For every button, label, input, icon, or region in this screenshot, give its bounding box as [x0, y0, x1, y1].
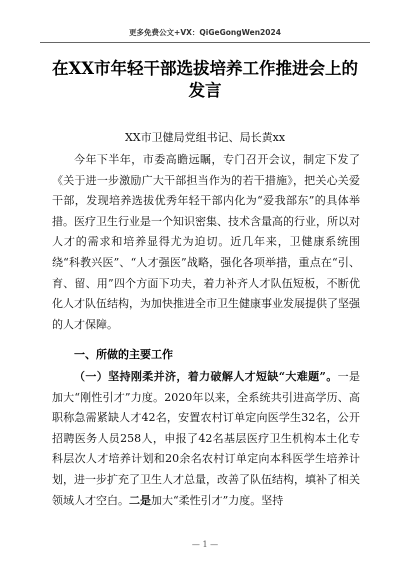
author-line: XX市卫健局党组书记、局长黄xx	[124, 131, 286, 144]
page-header: 更多免费公文+VX：QiGeGongWen2024	[129, 28, 281, 37]
paragraph-section1-text: 一是加大“刚性引才”力度。2020年以来，全系统共引进高学历、高职称急需紧缺人才42名，安置农村订单定向医学生32名，公开招聘医务人员258人，申报了42名基层医疗卫生机构本土化专科层次人才培养计划和20余名农村订单定向本科医学生培养计划，进一步扩充了卫生人才总量，改善了队伍结构，填补了相关领域人才空白。	[52, 370, 360, 507]
page-number: — 1 —	[191, 540, 219, 549]
document-title: 在XX市年轻干部选拔培养工作推进会上的发言	[51, 59, 359, 100]
section-heading: 一、所做的主要工作	[74, 348, 173, 361]
paragraph-intro: 今年下半年，市委高瞻远瞩，专门召开会议，制定下发了《关于进一步激励广大干部担当作为的若干措施》，把关心关爱干部，发现培养选拔优秀年轻干部内化为“爱我部东”的具体举措。医疗卫生行业是一个知识密集、技术含量高的行业，所以对人才的需求和培养显得尤为迫切。近几年来，卫健康系统围绕“科教兴医”、“人才强医”战略，强化各项举措，重点在“引、育、留、用”四个方面下功夫，着力补齐人才队伍短板，不断优化人才队伍结构，为加快推进全市卫生健康事业发展提供了坚强的人才保障。	[52, 153, 360, 331]
paragraph-section1-tail: 加大“柔性引才”力度。坚持	[151, 493, 284, 507]
paragraph-section1	[52, 367, 360, 511]
point-two-marker: 二是	[129, 493, 151, 507]
subsection-heading: （一）坚持刚柔并济，着力破解人才短缺“大难题”。	[74, 370, 338, 383]
header-divider	[40, 42, 370, 43]
